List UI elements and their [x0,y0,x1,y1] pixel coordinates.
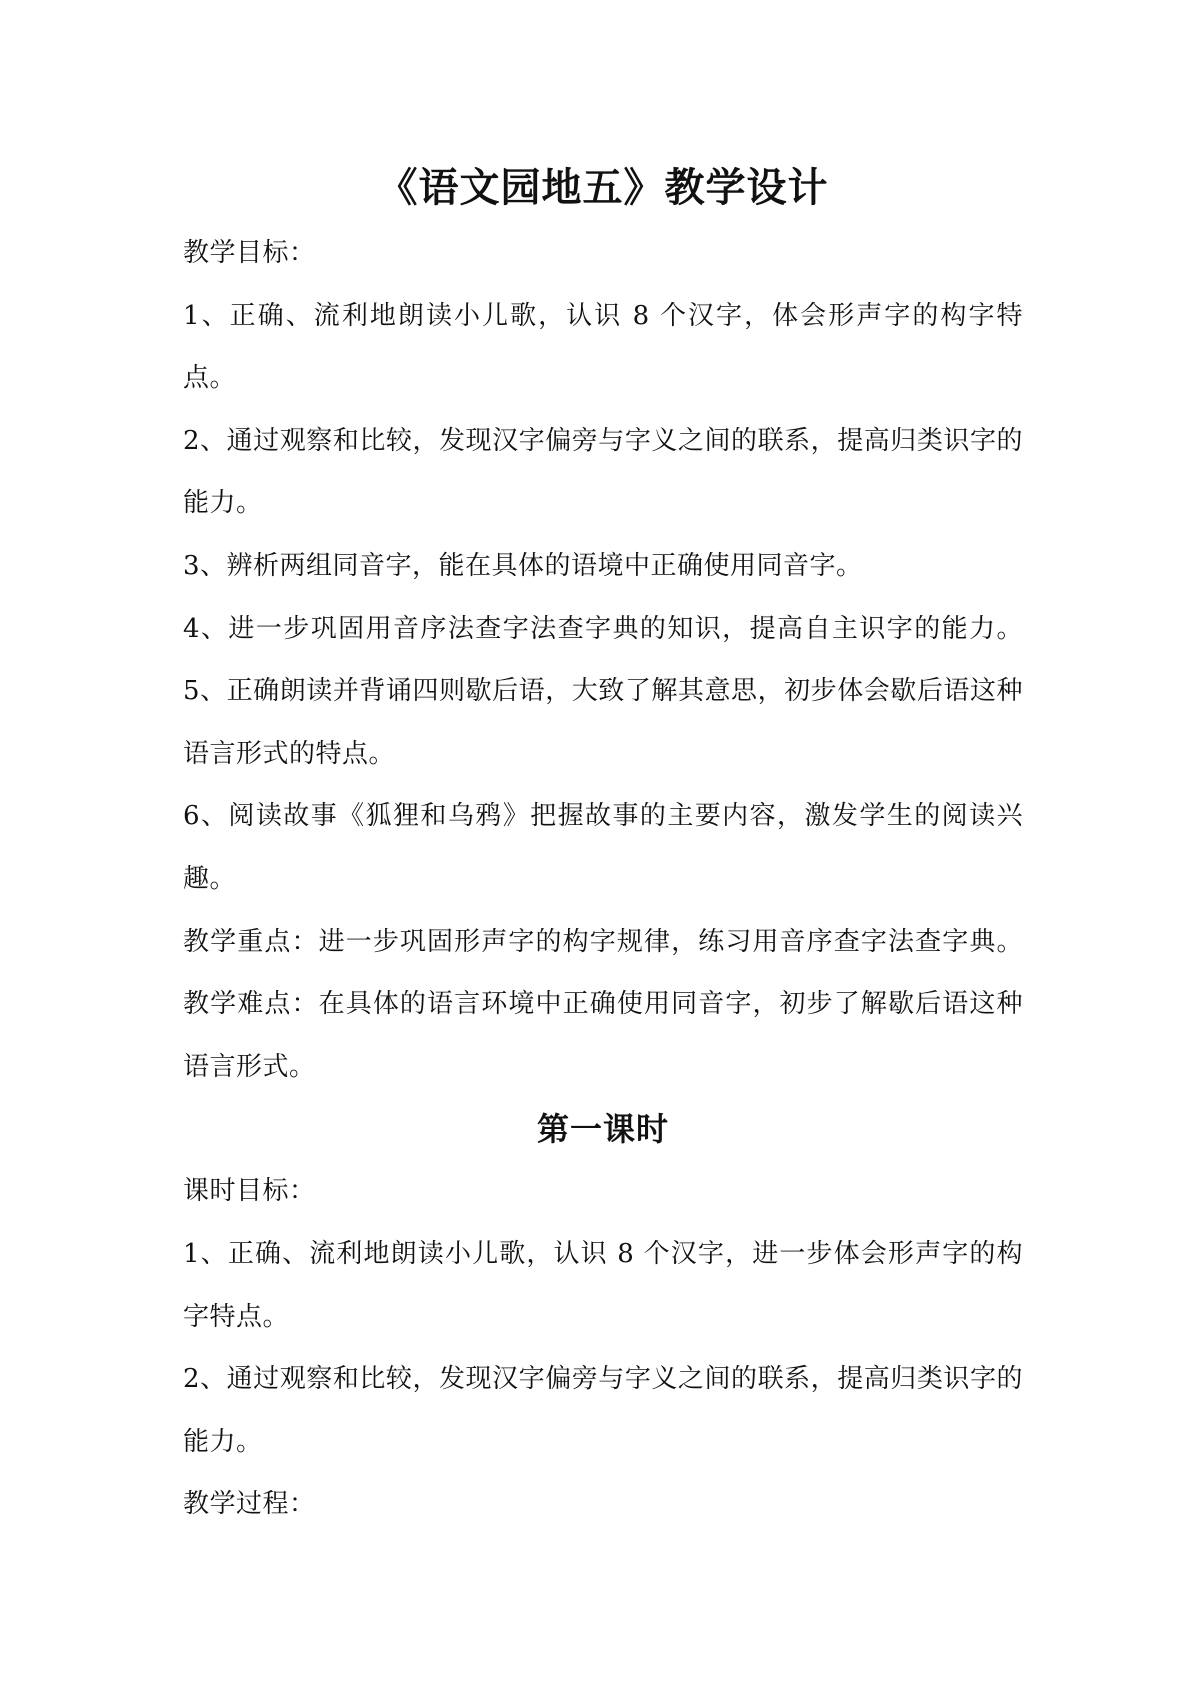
objective-item: 4、进一步巩固用音序法查字法查字典的知识，提高自主识字的能力。5、正确朗读并背诵四则歇后语，大致了解其意思，初步体会歇后语这种语言形式的特点。 [183,613,1023,769]
objective-item: 1、正确、流利地朗读小儿歌，认识 8 个汉字，体会形声字的构字特点。 [183,300,1023,394]
document-page [183,160,1023,1536]
objectives-heading: 教学目标： [183,238,316,268]
lesson-objectives-heading: 课时目标： [183,1176,316,1207]
objective-item: 3、辨析两组同音字，能在具体的语境中正确使用同音字。 [183,550,863,581]
lesson-objective-item: 1、正确、流利地朗读小儿歌，认识 8 个汉字，进一步体会形声字的构字特点。 [183,1238,1023,1332]
process-heading: 教学过程： [183,1489,316,1520]
lesson-objective-item: 2、通过观察和比较，发现汉字偏旁与字义之间的联系，提高归类识字的能力。 [183,1364,1023,1457]
document-title: 《语文园地五》教学设计 [377,165,829,211]
objective-item: 2、通过观察和比较，发现汉字偏旁与字义之间的联系，提高归类识字的能力。 [183,425,1023,519]
key-points-paragraph: 教学重点：进一步巩固形声字的构字规律，练习用音序查字法查字典。教学难点：在具体的语言环境中正确使用同音字，初步了解歇后语这种语言形式。 [183,926,1023,1082]
objective-item: 6、阅读故事《狐狸和乌鸦》把握故事的主要内容，激发学生的阅读兴趣。 [183,801,1023,894]
lesson-title: 第一课时 [536,1110,669,1149]
